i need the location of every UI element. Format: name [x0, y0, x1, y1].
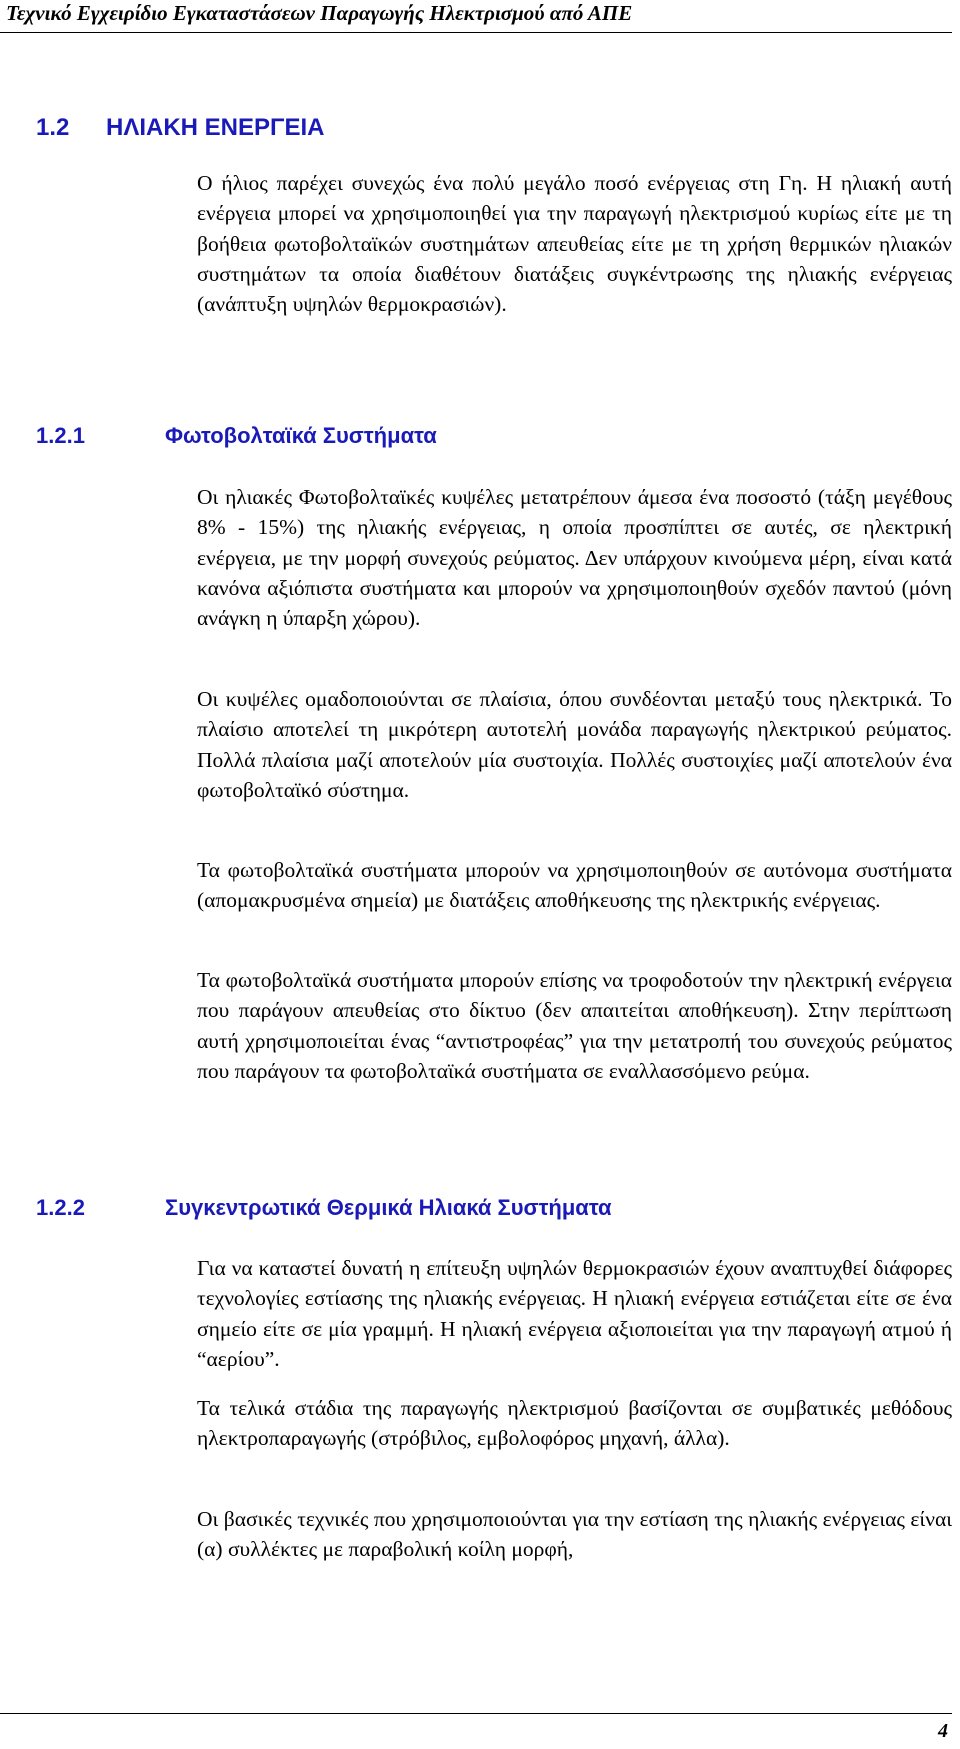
running-footer [0, 1713, 952, 1748]
subsection-number: 1.2.1 [36, 423, 85, 448]
subsection-heading-pv [36, 423, 437, 449]
document-title: Τεχνικό Εγχειρίδιο Εγκαταστάσεων Παραγωγής Ηλεκτρισμού από ΑΠΕ [6, 1, 633, 25]
pv-paragraph-4: Τα φωτοβολταϊκά συστήματα μπορούν επίσης να τροφοδοτούν την ηλεκτρική ενέργεια που παράγουν απευθείας στο δίκτυο (δεν απαιτείται αποθήκευση). Στην περίπτωση αυτή χρησιμοποιείται ένας “αντιστροφέας” για την μετατροπή του συνεχούς ρεύματος που παράγουν τα φωτοβολταϊκά συστήματα σε εναλλασσόμενο ρεύμα. [197, 968, 952, 1083]
section-heading [36, 114, 324, 142]
subsection-title: Συγκεντρωτικά Θερμικά Ηλιακά Συστήματα [165, 1195, 612, 1220]
section-intro-paragraph: Ο ήλιος παρέχει συνεχώς ένα πολύ μεγάλο ποσό ενέργειας στη Γη. Η ηλιακή αυτή ενέργεια μπορεί να χρησιμοποιηθεί για την παραγωγή ηλεκτρισμού κυρίως είτε με τη βοήθεια φωτοβολταϊκών συστημάτων απευθείας είτε με τη χρήση θερμικών ηλιακών συστημάτων τα οποία διαθέτουν διατάξεις συγκέντρωσης της ηλιακής ενέργειας (ανάπτυξη υψηλών θερμοκρασιών). [197, 171, 952, 317]
subsection-title: Φωτοβολταϊκά Συστήματα [165, 423, 437, 448]
csp-paragraph-3: Οι βασικές τεχνικές που χρησιμοποιούνται για την εστίαση της ηλιακής ενέργειας είναι (α) συλλέκτες με παραβολική κοίλη μορφή, [197, 1507, 952, 1562]
pv-paragraph-2: Οι κυψέλες ομαδοποιούνται σε πλαίσια, όπου συνδέονται μεταξύ τους ηλεκτρικά. Το πλαίσιο αποτελεί τη μικρότερη αυτοτελή μονάδα παραγωγής ηλεκτρικού ρεύματος. Πολλά πλαίσια μαζί αποτελούν μία συστοιχία. Πολλές συστοιχίες μαζί αποτελούν ένα φωτοβολταϊκό σύστημα. [197, 687, 952, 802]
running-header [0, 0, 952, 33]
subsection-number: 1.2.2 [36, 1195, 85, 1220]
pv-paragraph-1: Οι ηλιακές Φωτοβολταϊκές κυψέλες μετατρέπουν άμεσα ένα ποσοστό (τάξη μεγέθους 8% - 15%) της ηλιακής ενέργειας, η οποία προσπίπτει σε αυτές, σε ηλεκτρική ενέργεια, με την μορφή συνεχούς ρεύματος. Δεν υπάρχουν κινούμενα μέρη, είναι κατά κανόνα αξιόπιστα συστήματα και μπορούν να χρησιμοποιηθούν σχεδόν παντού (μόνη ανάγκη η ύπαρξη χώρου). [197, 485, 952, 631]
section-title: ΗΛΙΑΚΗ ΕΝΕΡΓΕΙΑ [106, 114, 325, 141]
page-number: 4 [938, 1720, 948, 1742]
csp-paragraph-1: Για να καταστεί δυνατή η επίτευξη υψηλών θερμοκρασιών έχουν αναπτυχθεί διάφορες τεχνολογίες εστίασης της ηλιακής ενέργειας. Η ηλιακή ενέργεια εστιάζεται είτε σε ένα σημείο είτε σε μία γραμμή. Η ηλιακή ενέργεια αξιοποιείται για την παραγωγή ατμού ή “αερίου”. [197, 1256, 952, 1371]
subsection-heading-csp [36, 1195, 612, 1221]
pv-paragraph-3: Τα φωτοβολταϊκά συστήματα μπορούν να χρησιμοποιηθούν σε αυτόνομα συστήματα (απομακρυσμένα σημεία) με διατάξεις αποθήκευσης της ηλεκτρικής ενέργειας. [197, 858, 952, 913]
csp-paragraph-2: Τα τελικά στάδια της παραγωγής ηλεκτρισμού βασίζονται σε συμβατικές μεθόδους ηλεκτροπαραγωγής (στρόβιλος, εμβολοφόρος μηχανή, άλλα). [197, 1396, 952, 1451]
section-number: 1.2 [36, 114, 70, 141]
